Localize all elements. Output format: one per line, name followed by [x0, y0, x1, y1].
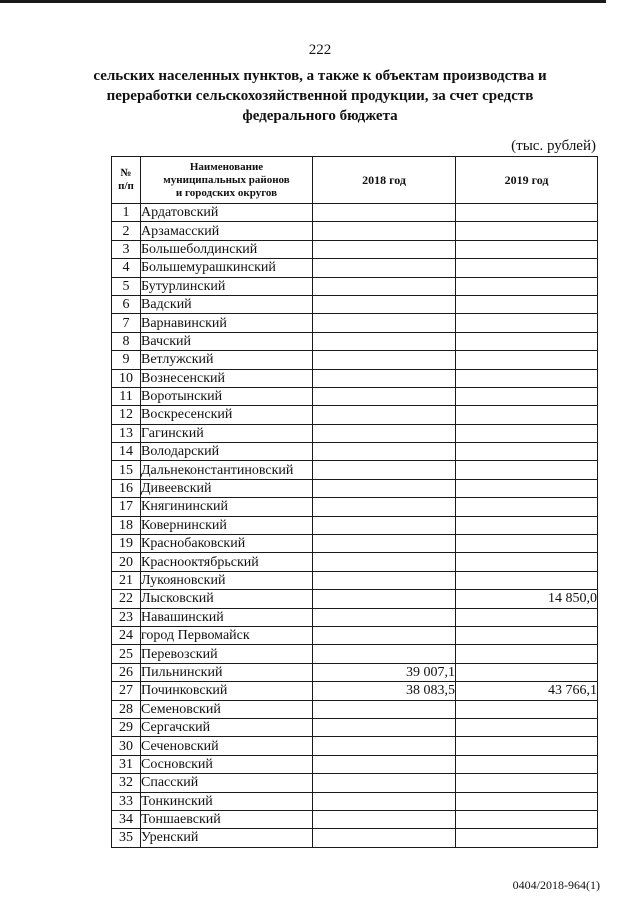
value-2018-cell	[313, 645, 456, 663]
district-name-cell: Навашинский	[141, 608, 313, 626]
value-2018-cell	[313, 461, 456, 479]
row-number-cell: 27	[112, 682, 141, 700]
table-row	[112, 737, 598, 755]
district-name-cell: Воскресенский	[141, 406, 313, 424]
table-row	[112, 314, 598, 332]
page-number: 222	[308, 42, 332, 58]
value-2019-cell	[456, 443, 598, 461]
table-row	[112, 387, 598, 405]
row-number-cell: 34	[112, 810, 141, 828]
value-2019-cell	[456, 240, 598, 258]
district-name-cell: Починковский	[141, 682, 313, 700]
row-number-cell: 8	[112, 332, 141, 350]
table-body	[112, 204, 598, 848]
value-2019-cell	[456, 479, 598, 497]
district-name-cell: Лысковский	[141, 590, 313, 608]
table-row	[112, 645, 598, 663]
district-name-cell: Варнавинский	[141, 314, 313, 332]
header-num-line-1: №	[120, 167, 132, 179]
table-row	[112, 774, 598, 792]
value-2018-cell	[313, 277, 456, 295]
heading-line-3: федерального бюджета	[242, 108, 398, 124]
district-name-cell: Воротынский	[141, 387, 313, 405]
row-number-cell: 24	[112, 626, 141, 644]
value-2018-cell	[313, 369, 456, 387]
district-name-cell: Вадский	[141, 295, 313, 313]
table-row	[112, 351, 598, 369]
value-2018-cell	[313, 516, 456, 534]
value-2018-cell	[313, 387, 456, 405]
value-2019-cell	[456, 461, 598, 479]
district-name-cell: Большемурашкинский	[141, 259, 313, 277]
value-2019-cell	[456, 700, 598, 718]
district-name-cell: Сеченовский	[141, 737, 313, 755]
value-2018-cell	[313, 351, 456, 369]
table-row	[112, 240, 598, 258]
header-name	[141, 157, 313, 204]
value-2019-cell	[456, 755, 598, 773]
value-2019-cell	[456, 424, 598, 442]
row-number-cell: 30	[112, 737, 141, 755]
value-2018-cell	[313, 424, 456, 442]
row-number-cell: 6	[112, 295, 141, 313]
district-name-cell: Краснобаковский	[141, 535, 313, 553]
header-name-line-3: и городских округов	[175, 186, 278, 199]
district-name-cell: Пильнинский	[141, 663, 313, 681]
table-row	[112, 755, 598, 773]
row-number-cell: 32	[112, 774, 141, 792]
district-name-cell: Лукояновский	[141, 571, 313, 589]
row-number-cell: 20	[112, 553, 141, 571]
table-row	[112, 663, 598, 681]
row-number-cell: 26	[112, 663, 141, 681]
header-2019: 2019 год	[456, 157, 598, 204]
value-2019-cell	[456, 498, 598, 516]
row-number-cell: 10	[112, 369, 141, 387]
heading-line-1: сельских населенных пунктов, а также к объектам производства и	[93, 68, 547, 84]
value-2019-cell	[456, 277, 598, 295]
row-number-cell: 9	[112, 351, 141, 369]
header-name-line-2: муниципальных районов	[163, 173, 290, 186]
district-name-cell: Тоншаевский	[141, 810, 313, 828]
value-2018-cell	[313, 259, 456, 277]
value-2019-cell	[456, 774, 598, 792]
row-number-cell: 5	[112, 277, 141, 295]
value-2018-cell	[313, 737, 456, 755]
row-number-cell: 7	[112, 314, 141, 332]
value-2018-cell	[313, 240, 456, 258]
row-number-cell: 18	[112, 516, 141, 534]
value-2018-cell	[313, 590, 456, 608]
district-name-cell: Дальнеконстантиновский	[141, 461, 313, 479]
value-2019-cell: 14 850,0	[456, 590, 598, 608]
value-2018-cell	[313, 479, 456, 497]
value-2019-cell	[456, 608, 598, 626]
table-row	[112, 535, 598, 553]
row-number-cell: 29	[112, 718, 141, 736]
table-row	[112, 682, 598, 700]
district-name-cell: Вачский	[141, 332, 313, 350]
value-2018-cell	[313, 571, 456, 589]
district-name-cell: Гагинский	[141, 424, 313, 442]
table-row	[112, 810, 598, 828]
budget-table	[111, 156, 598, 848]
document-heading	[90, 66, 550, 126]
table-row	[112, 443, 598, 461]
value-2019-cell	[456, 645, 598, 663]
row-number-cell: 11	[112, 387, 141, 405]
row-number-cell: 3	[112, 240, 141, 258]
district-name-cell: Тонкинский	[141, 792, 313, 810]
district-name-cell: Сосновский	[141, 755, 313, 773]
row-number-cell: 17	[112, 498, 141, 516]
row-number-cell: 19	[112, 535, 141, 553]
district-name-cell: Арзамасский	[141, 222, 313, 240]
header-name-line-1: Наименование	[189, 160, 264, 173]
value-2019-cell	[456, 222, 598, 240]
district-name-cell: Спасский	[141, 774, 313, 792]
value-2018-cell	[313, 792, 456, 810]
district-name-cell: Ветлужский	[141, 351, 313, 369]
value-2018-cell	[313, 406, 456, 424]
value-2018-cell	[313, 774, 456, 792]
value-2019-cell	[456, 810, 598, 828]
row-number-cell: 31	[112, 755, 141, 773]
table-row	[112, 718, 598, 736]
value-2018-cell	[313, 443, 456, 461]
table-row	[112, 792, 598, 810]
district-name-cell: Княгининский	[141, 498, 313, 516]
table-row	[112, 498, 598, 516]
document-code: 0404/2018-964(1)	[512, 878, 600, 892]
table-row	[112, 608, 598, 626]
row-number-cell: 35	[112, 829, 141, 847]
value-2018-cell	[313, 222, 456, 240]
value-2018-cell	[313, 204, 456, 222]
value-2019-cell	[456, 204, 598, 222]
row-number-cell: 13	[112, 424, 141, 442]
row-number-cell: 1	[112, 204, 141, 222]
row-number-cell: 21	[112, 571, 141, 589]
value-2019-cell	[456, 571, 598, 589]
table-row	[112, 553, 598, 571]
row-number-cell: 15	[112, 461, 141, 479]
value-2019-cell	[456, 553, 598, 571]
value-2018-cell	[313, 829, 456, 847]
value-2019-cell	[456, 295, 598, 313]
table-row	[112, 829, 598, 847]
value-2018-cell	[313, 314, 456, 332]
value-2018-cell	[313, 810, 456, 828]
value-2019-cell	[456, 351, 598, 369]
district-name-cell: Краснооктябрьский	[141, 553, 313, 571]
row-number-cell: 28	[112, 700, 141, 718]
value-2018-cell	[313, 700, 456, 718]
value-2018-cell: 38 083,5	[313, 682, 456, 700]
row-number-cell: 22	[112, 590, 141, 608]
district-name-cell: Сергачский	[141, 718, 313, 736]
table-row	[112, 332, 598, 350]
district-name-cell: Дивеевский	[141, 479, 313, 497]
value-2019-cell	[456, 314, 598, 332]
value-2019-cell	[456, 737, 598, 755]
row-number-cell: 33	[112, 792, 141, 810]
heading-line-2: переработки сельскохозяйственной продукции, за счет средств	[106, 88, 534, 104]
table-row	[112, 479, 598, 497]
row-number-cell: 14	[112, 443, 141, 461]
table-row	[112, 222, 598, 240]
value-2018-cell	[313, 626, 456, 644]
row-number-cell: 12	[112, 406, 141, 424]
district-name-cell: Перевозский	[141, 645, 313, 663]
table-row	[112, 277, 598, 295]
value-2019-cell	[456, 369, 598, 387]
header-2018: 2018 год	[313, 157, 456, 204]
value-2018-cell	[313, 608, 456, 626]
value-2019-cell	[456, 332, 598, 350]
value-2018-cell: 39 007,1	[313, 663, 456, 681]
table-row	[112, 406, 598, 424]
value-2019-cell	[456, 535, 598, 553]
value-2019-cell: 43 766,1	[456, 682, 598, 700]
district-name-cell: город Первомайск	[141, 626, 313, 644]
value-2019-cell	[456, 792, 598, 810]
header-num-line-2: п/п	[118, 180, 134, 192]
units-note: (тыс. рублей)	[511, 138, 596, 154]
row-number-cell: 23	[112, 608, 141, 626]
row-number-cell: 2	[112, 222, 141, 240]
value-2018-cell	[313, 295, 456, 313]
row-number-cell: 25	[112, 645, 141, 663]
district-name-cell: Большеболдинский	[141, 240, 313, 258]
top-edge-line	[0, 0, 606, 3]
table-row	[112, 295, 598, 313]
district-name-cell: Семеновский	[141, 700, 313, 718]
value-2019-cell	[456, 718, 598, 736]
table-row	[112, 516, 598, 534]
row-number-cell: 4	[112, 259, 141, 277]
value-2018-cell	[313, 332, 456, 350]
table-header-row	[112, 157, 598, 204]
value-2019-cell	[456, 516, 598, 534]
value-2019-cell	[456, 406, 598, 424]
value-2019-cell	[456, 663, 598, 681]
district-name-cell: Ардатовский	[141, 204, 313, 222]
value-2019-cell	[456, 259, 598, 277]
table-row	[112, 424, 598, 442]
row-number-cell: 16	[112, 479, 141, 497]
table-row	[112, 571, 598, 589]
table-row	[112, 590, 598, 608]
value-2018-cell	[313, 718, 456, 736]
table-row	[112, 461, 598, 479]
table-row	[112, 700, 598, 718]
district-name-cell: Вознесенский	[141, 369, 313, 387]
district-name-cell: Уренский	[141, 829, 313, 847]
district-name-cell: Бутурлинский	[141, 277, 313, 295]
value-2018-cell	[313, 498, 456, 516]
value-2018-cell	[313, 553, 456, 571]
value-2019-cell	[456, 387, 598, 405]
value-2019-cell	[456, 626, 598, 644]
value-2018-cell	[313, 535, 456, 553]
table-row	[112, 259, 598, 277]
header-num	[112, 157, 141, 204]
value-2019-cell	[456, 829, 598, 847]
district-name-cell: Володарский	[141, 443, 313, 461]
table-row	[112, 626, 598, 644]
district-name-cell: Ковернинский	[141, 516, 313, 534]
table-row	[112, 204, 598, 222]
table-row	[112, 369, 598, 387]
value-2018-cell	[313, 755, 456, 773]
